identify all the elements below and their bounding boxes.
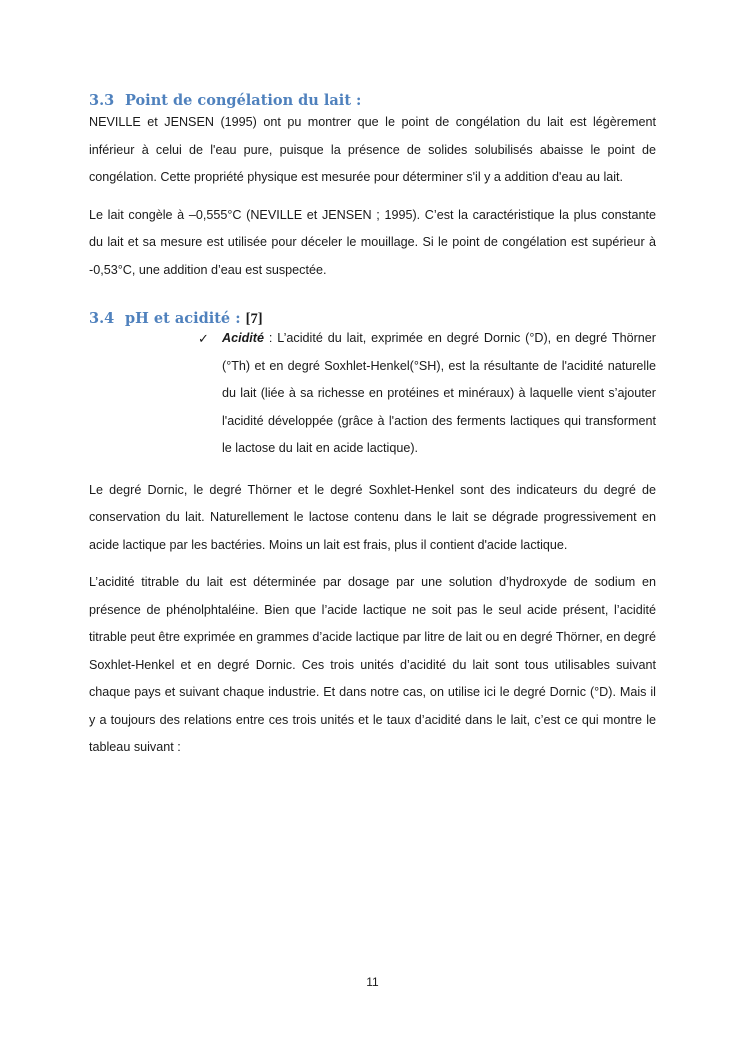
bullet-item-acidite xyxy=(198,325,656,463)
paragraph-titratable-acidity: L’acidité titrable du lait est déterminée par dosage par une solution d’hydroxyde de sodium en présence de phénolphtaléine. Bien que l’acide lactique ne soit pas le seul acide présent, l’acidité titrable peut être exprimée en grammes d’acide lactique par litre de lait ou en degré Thörner, en degré Soxhlet-Henkel et en degré Dornic. Ces trois unités d’acidité du lait sont tous utilisables suivant chaque pays et suivant chaque industrie. Et dans notre cas, on utilise ici le degré Dornic (°D). Mais il y a toujours des relations entre ces trois unités et le taux d’acidité dans le lait, c’est ce qui montre le tableau suivant : xyxy=(89,575,656,754)
section-title: pH et acidité : xyxy=(125,310,241,327)
section-title: Point de congélation du lait : xyxy=(125,92,362,109)
bullet-text: : L’acidité du lait, exprimée en degré Dornic (°D), en degré Thörner (°Th) et en degré Soxhlet-Henkel(°SH), est la résultante de l'acidité naturelle du lait (liée à sa richesse en protéines et minéraux) à laquelle vient s’ajouter l'acidité développée (grâce à l'action des ferments lactiques qui transforment le lactose du lait en acide lactique). xyxy=(222,331,656,455)
page-number: 11 xyxy=(366,975,379,989)
paragraph-freezing-point-intro: NEVILLE et JENSEN (1995) ont pu montrer que le point de congélation du lait est légèrement inférieur à celui de l'eau pure, puisque la présence de solides solubilisés abaisse le point de congélation. Cette propriété physique est mesurée pour déterminer s'il y a addition d'eau au lait. xyxy=(89,115,656,184)
section-number: 3.4 xyxy=(89,310,115,327)
section-number: 3.3 xyxy=(89,92,115,109)
page-content xyxy=(89,86,656,762)
bullet-term: Acidité xyxy=(222,331,264,345)
paragraph-freezing-temperature: Le lait congèle à –0,555°C (NEVILLE et JENSEN ; 1995). C’est la caractéristique la plus constante du lait et sa mesure est utilisée pour déceler le mouillage. Si le point de congélation est supérieur à -0,53°C, une addition d’eau est suspectée. xyxy=(89,207,656,277)
citation-reference: [7] xyxy=(245,311,263,327)
checkmark-icon: ✓ xyxy=(198,331,209,346)
paragraph-dornic-indicators: Le degré Dornic, le degré Thörner et le degré Soxhlet-Henkel sont des indicateurs du degré de conservation du lait. Naturellement le lactose contenu dans le lait se dégrade progressivement en acide lactique par les bactéries. Moins un lait est frais, plus il contient d'acide lactique. xyxy=(89,482,656,552)
